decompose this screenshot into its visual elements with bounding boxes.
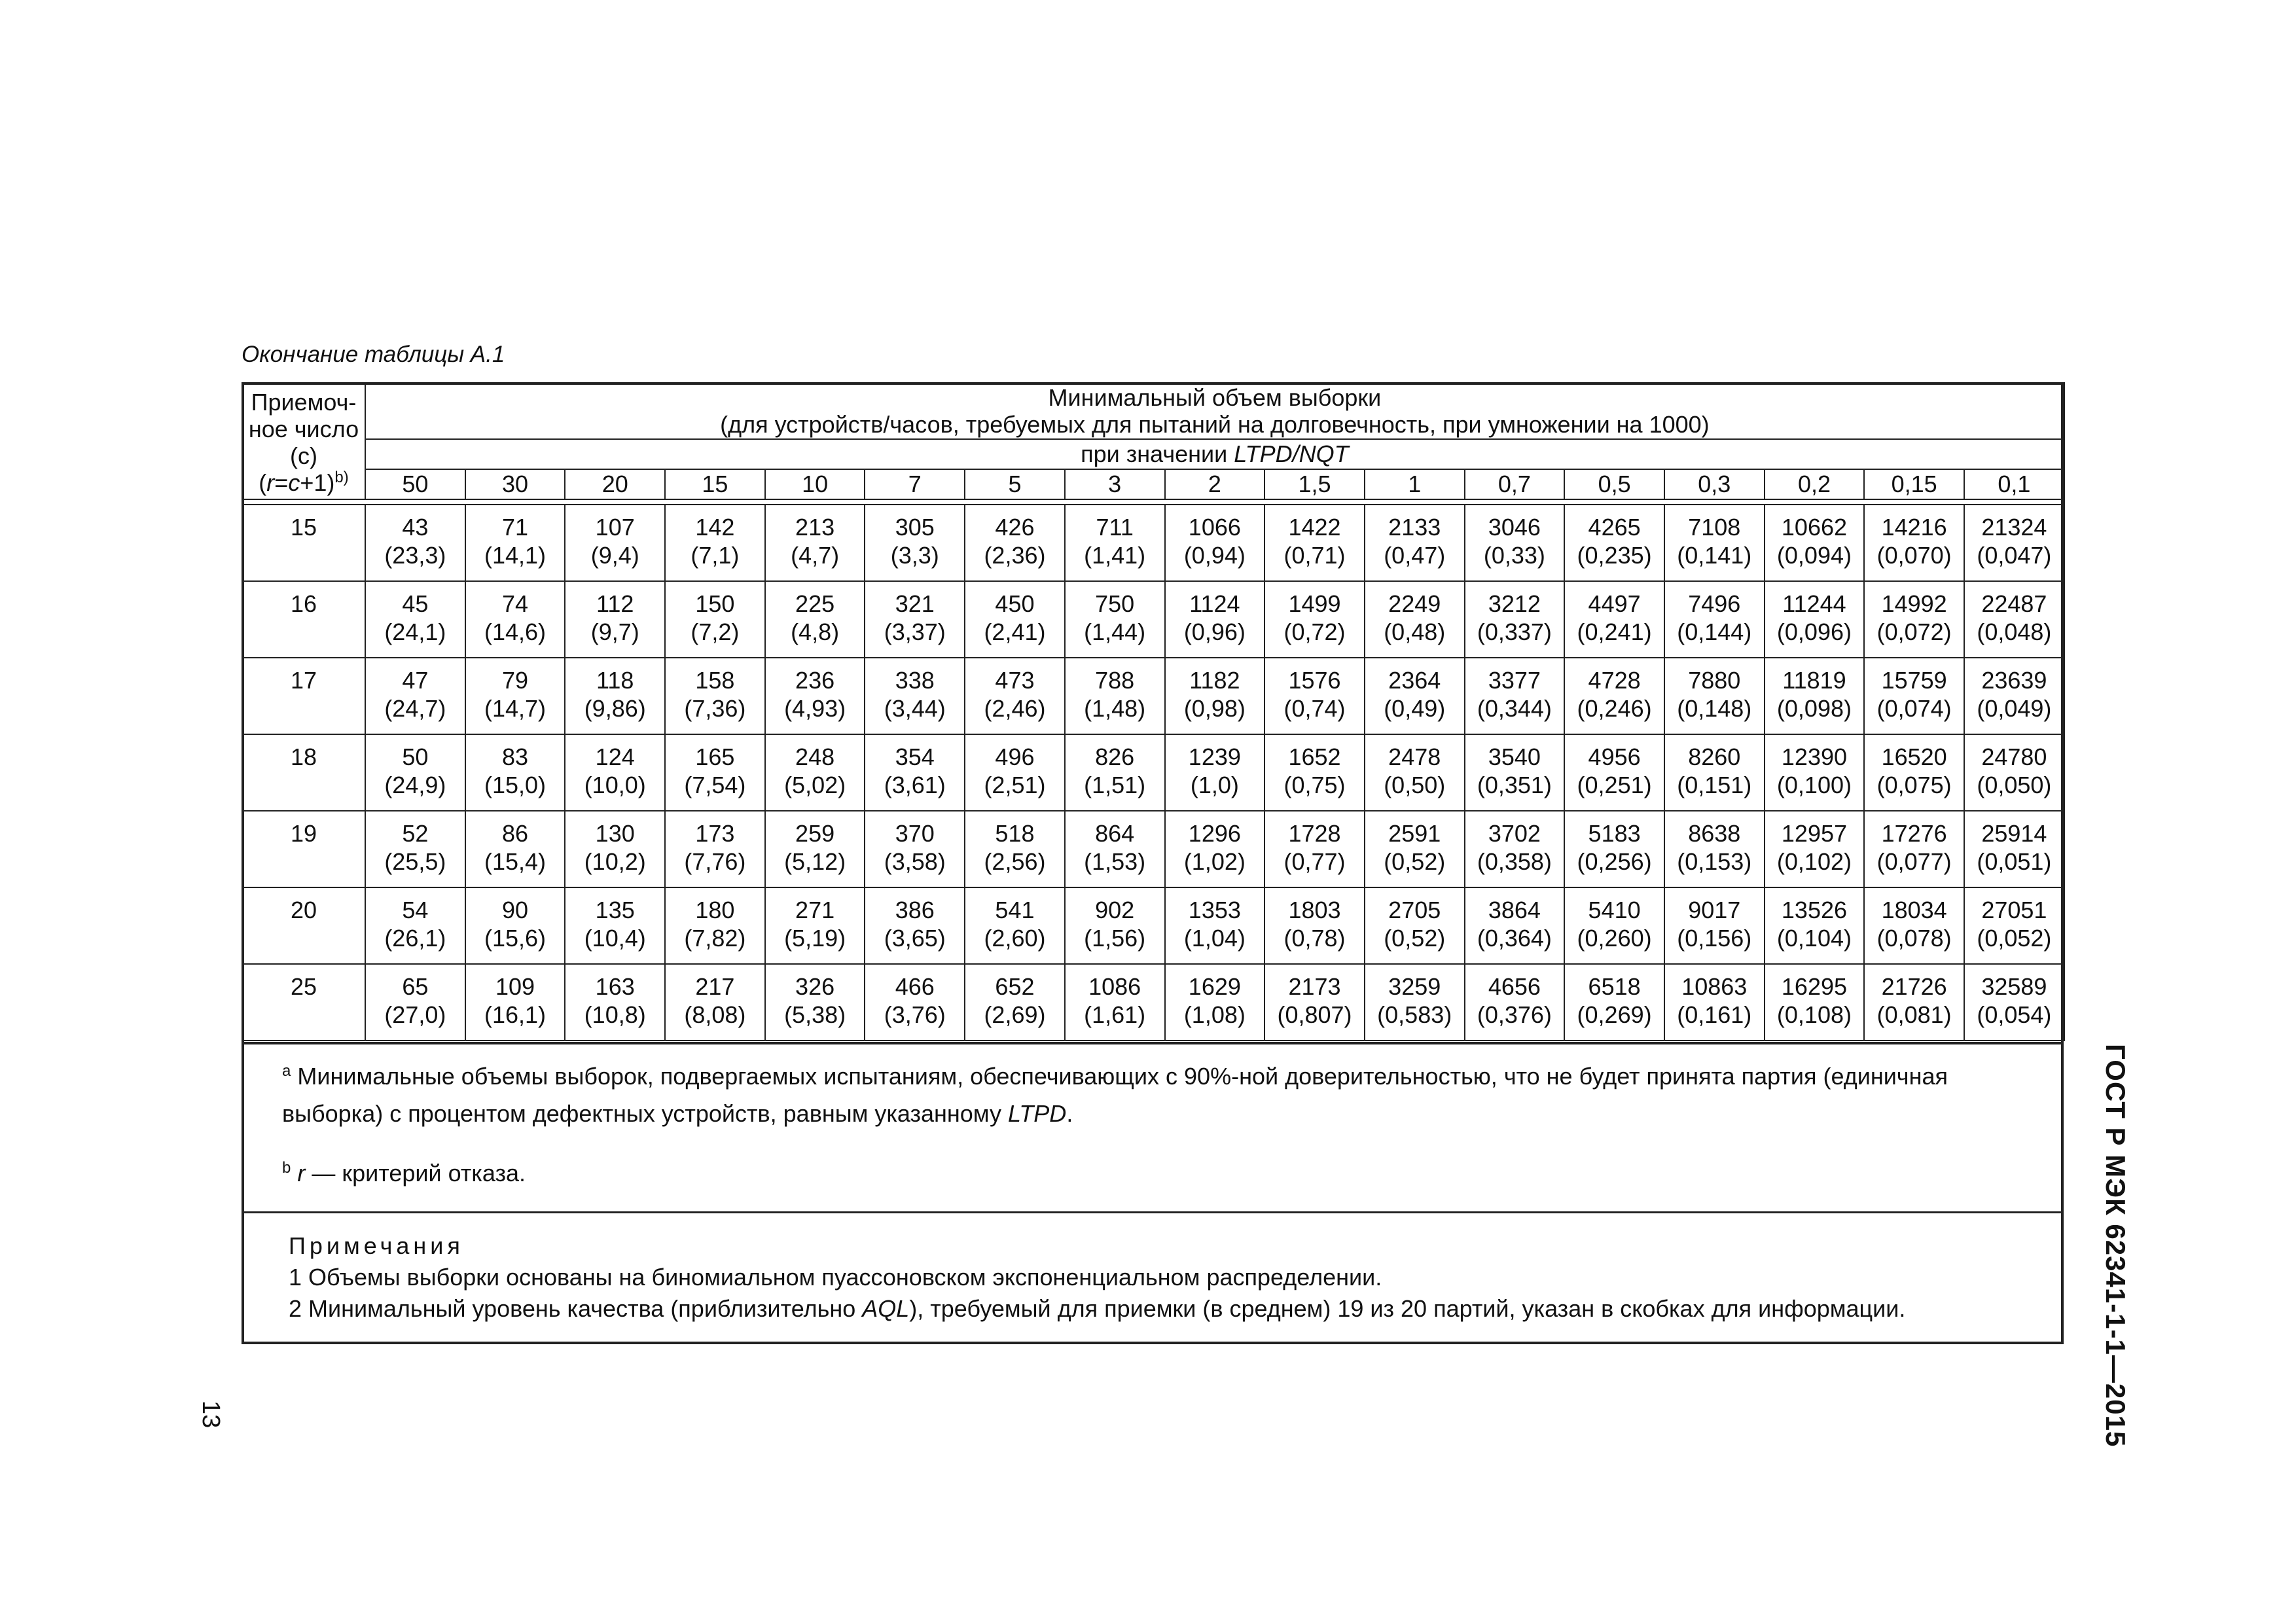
sample-size-value: 1086: [1088, 973, 1141, 1000]
sample-size-value: 18034: [1881, 897, 1947, 923]
sample-size-value: 864: [1095, 820, 1135, 847]
sample-size-value: 3046: [1488, 514, 1541, 541]
page-number: 13: [197, 1400, 224, 1429]
sample-size-value: 3259: [1388, 973, 1441, 1000]
aql-value: (10,8): [584, 1001, 646, 1028]
aql-value: (0,351): [1477, 772, 1552, 798]
sample-size-value: 326: [795, 973, 835, 1000]
aql-value: (4,7): [791, 542, 840, 569]
aql-value: (0,75): [1283, 772, 1346, 798]
aql-value: (0,251): [1577, 772, 1652, 798]
sample-size-value: 1353: [1188, 897, 1241, 923]
sample-size-value: 788: [1095, 667, 1135, 694]
sample-size-value: 3212: [1488, 590, 1541, 617]
aql-value: (0,161): [1677, 1001, 1752, 1028]
aql-value: (0,102): [1776, 848, 1852, 875]
aql-value: (7,82): [684, 925, 746, 952]
aql-value: (0,074): [1876, 695, 1952, 722]
aql-value: (0,070): [1876, 542, 1952, 569]
aql-value: (1,0): [1190, 772, 1239, 798]
aql-value: (0,047): [1977, 542, 2052, 569]
aql-value: (1,53): [1084, 848, 1146, 875]
sample-size-value: 1652: [1288, 743, 1341, 770]
aql-value: (2,56): [984, 848, 1046, 875]
aql-value: (0,78): [1283, 925, 1346, 952]
sample-size-value: 1499: [1288, 590, 1341, 617]
aql-value: (0,246): [1577, 695, 1652, 722]
aql-value: (9,86): [584, 695, 646, 722]
sample-size-value: 124: [595, 743, 635, 770]
sample-size-value: 90: [502, 897, 529, 923]
sample-size-value: 370: [895, 820, 935, 847]
sample-size-value: 236: [795, 667, 835, 694]
sample-size-value: 25914: [1981, 820, 2047, 847]
sample-size-value: 12957: [1781, 820, 1848, 847]
sample-size-value: 1296: [1188, 820, 1241, 847]
note-1: 1 Объемы выборки основаны на биномиальном пуассоновском экспоненциальном распределении.: [289, 1264, 1382, 1291]
sample-size-value: 652: [995, 973, 1035, 1000]
aql-value: (0,52): [1384, 925, 1446, 952]
sample-size-value: 7108: [1688, 514, 1741, 541]
sample-size-value: 27051: [1981, 897, 2047, 923]
aql-value: (1,44): [1084, 618, 1146, 645]
aql-value: (14,7): [484, 695, 547, 722]
sample-size-value: 496: [995, 743, 1035, 770]
sample-size-value: 142: [695, 514, 735, 541]
ltpd-value-cell: 1,5: [1265, 469, 1365, 499]
aql-value: (15,0): [484, 772, 547, 798]
sample-size-value: 2133: [1388, 514, 1441, 541]
sample-size-value: 173: [695, 820, 735, 847]
aql-value: (27,0): [384, 1001, 446, 1028]
sample-size-value: 112: [596, 590, 634, 617]
sample-size-value: 24780: [1981, 743, 2047, 770]
sample-size-value: 305: [895, 514, 935, 541]
sample-size-value: 2705: [1388, 897, 1441, 923]
sample-size-value: 109: [495, 973, 535, 1000]
aql-value: (0,364): [1477, 925, 1552, 952]
ltpd-value-cell: 0,7: [1465, 469, 1565, 499]
sample-size-value: 11819: [1782, 667, 1846, 694]
sample-size-value: 1803: [1288, 897, 1341, 923]
sample-size-value: 2364: [1388, 667, 1441, 694]
sample-size-value: 4497: [1588, 590, 1641, 617]
sample-size-value: 5183: [1588, 820, 1641, 847]
sample-size-value: 21726: [1881, 973, 1947, 1000]
sample-size-value: 3377: [1488, 667, 1541, 694]
aql-value: (3,61): [884, 772, 946, 798]
sample-size-value: 12390: [1781, 743, 1848, 770]
aql-value: (23,3): [384, 542, 446, 569]
aql-value: (4,93): [784, 695, 846, 722]
aql-value: (0,235): [1577, 542, 1652, 569]
aql-value: (0,807): [1277, 1001, 1352, 1028]
aql-value: (0,075): [1876, 772, 1952, 798]
aql-value: (0,94): [1183, 542, 1246, 569]
sample-size-value: 79: [502, 667, 529, 694]
sample-size-value: 14216: [1881, 514, 1947, 541]
aql-value: (0,049): [1977, 695, 2052, 722]
acceptance-number-value: 15: [290, 514, 317, 541]
aql-value: (7,1): [691, 542, 740, 569]
aql-value: (0,98): [1183, 695, 1246, 722]
sample-size-value: 86: [502, 820, 529, 847]
sample-size-value: 118: [596, 667, 634, 694]
aql-value: (3,58): [884, 848, 946, 875]
sample-size-value: 163: [595, 973, 635, 1000]
aql-value: (7,76): [684, 848, 746, 875]
aql-value: (14,1): [484, 542, 547, 569]
sample-size-value: 50: [402, 743, 429, 770]
aql-value: (0,260): [1577, 925, 1652, 952]
aql-value: (0,144): [1677, 618, 1752, 645]
aql-value: (0,337): [1477, 618, 1552, 645]
sample-size-value: 5410: [1588, 897, 1641, 923]
sample-size-value: 271: [795, 897, 835, 923]
aql-value: (0,49): [1384, 695, 1446, 722]
sample-size-value: 32589: [1981, 973, 2047, 1000]
aql-value: (1,48): [1084, 695, 1146, 722]
sample-size-value: 22487: [1981, 590, 2047, 617]
aql-value: (16,1): [484, 1001, 547, 1028]
aql-value: (3,3): [890, 542, 939, 569]
ltpd-value-cell: 0,1: [1964, 469, 2064, 499]
aql-value: (8,08): [684, 1001, 746, 1028]
aql-value: (0,48): [1384, 618, 1446, 645]
sample-size-value: 54: [402, 897, 429, 923]
aql-value: (1,02): [1183, 848, 1246, 875]
aql-value: (0,072): [1876, 618, 1952, 645]
aql-value: (0,104): [1776, 925, 1852, 952]
ltpd-value-cell: 2: [1165, 469, 1265, 499]
aql-value: (2,41): [984, 618, 1046, 645]
sample-size-value: 711: [1096, 514, 1134, 541]
sample-size-value: 1239: [1188, 743, 1241, 770]
aql-value: (0,33): [1483, 542, 1545, 569]
aql-value: (25,5): [384, 848, 446, 875]
notes-heading: Примечания: [289, 1232, 464, 1259]
sample-size-value: 7880: [1688, 667, 1741, 694]
aql-value: (24,9): [384, 772, 446, 798]
aql-value: (0,376): [1477, 1001, 1552, 1028]
sample-size-value: 450: [995, 590, 1035, 617]
aql-value: (0,96): [1183, 618, 1246, 645]
sample-size-value: 17276: [1881, 820, 1947, 847]
acceptance-number-value: 18: [290, 743, 317, 770]
aql-value: (0,094): [1776, 542, 1852, 569]
aql-value: (2,69): [984, 1001, 1046, 1028]
sample-size-value: 45: [402, 590, 429, 617]
ltpd-value-cell: 7: [865, 469, 965, 499]
aql-value: (1,56): [1084, 925, 1146, 952]
ltpd-value-cell: 15: [665, 469, 765, 499]
aql-value: (2,60): [984, 925, 1046, 952]
aql-value: (5,19): [784, 925, 846, 952]
sample-size-value: 83: [502, 743, 529, 770]
ltpd-value-cell: 30: [465, 469, 565, 499]
sample-size-value: 1124: [1189, 590, 1240, 617]
sample-size-value: 217: [695, 973, 735, 1000]
aql-value: (0,151): [1677, 772, 1752, 798]
ltpd-value-cell: 1: [1365, 469, 1465, 499]
ltpd-value-cell: 0,15: [1864, 469, 1964, 499]
sample-size-value: 8260: [1688, 743, 1741, 770]
ltpd-value-cell: 10: [765, 469, 865, 499]
sample-size-value: 21324: [1981, 514, 2047, 541]
aql-value: (0,108): [1776, 1001, 1852, 1028]
sample-size-value: 3702: [1488, 820, 1541, 847]
aql-value: (24,7): [384, 695, 446, 722]
sample-size-value: 15759: [1881, 667, 1947, 694]
aql-value: (1,41): [1084, 542, 1146, 569]
min-sample-title: Минимальный объем выборки: [1048, 384, 1382, 411]
sample-size-value: 213: [795, 514, 835, 541]
aql-value: (3,65): [884, 925, 946, 952]
aql-value: (0,74): [1283, 695, 1346, 722]
aql-value: (1,61): [1084, 1001, 1146, 1028]
aql-value: (0,077): [1876, 848, 1952, 875]
aql-value: (5,02): [784, 772, 846, 798]
sample-size-value: 902: [1095, 897, 1135, 923]
aql-value: (4,8): [791, 618, 840, 645]
aql-value: (0,71): [1283, 542, 1346, 569]
aql-value: (0,50): [1384, 772, 1446, 798]
sample-size-value: 6518: [1588, 973, 1641, 1000]
sample-size-value: 1182: [1189, 667, 1240, 694]
table-outer-frame: [242, 382, 2064, 1344]
standard-code: ГОСТ Р МЭК 62341-1-1—2015: [2100, 1044, 2131, 1448]
acceptance-header-line3: (c): [290, 442, 317, 469]
aql-value: (2,36): [984, 542, 1046, 569]
aql-value: (0,081): [1876, 1001, 1952, 1028]
aql-value: (26,1): [384, 925, 446, 952]
aql-value: (0,269): [1577, 1001, 1652, 1028]
acceptance-header-line2: ное число: [248, 416, 359, 442]
aql-value: (5,38): [784, 1001, 846, 1028]
aql-value: (0,100): [1776, 772, 1852, 798]
sample-size-value: 14992: [1881, 590, 1947, 617]
ltpd-value-cell: 20: [565, 469, 665, 499]
acceptance-number-value: 16: [290, 590, 317, 617]
aql-value: (1,51): [1084, 772, 1146, 798]
sample-size-value: 1576: [1288, 667, 1341, 694]
aql-value: (7,54): [684, 772, 746, 798]
aql-value: (10,4): [584, 925, 646, 952]
aql-value: (2,46): [984, 695, 1046, 722]
sample-size-value: 354: [895, 743, 935, 770]
sample-size-value: 321: [895, 590, 935, 617]
sample-size-value: 2173: [1288, 973, 1341, 1000]
sample-size-value: 3864: [1488, 897, 1541, 923]
ltpd-label-cell: при значении LTPD/NQT: [365, 439, 2064, 469]
sample-size-value: 248: [795, 743, 835, 770]
sample-size-value: 4265: [1588, 514, 1641, 541]
aql-value: (3,44): [884, 695, 946, 722]
sample-size-value: 1422: [1288, 514, 1341, 541]
sample-size-value: 1066: [1188, 514, 1241, 541]
aql-value: (24,1): [384, 618, 446, 645]
sample-size-value: 473: [995, 667, 1035, 694]
aql-value: (0,77): [1283, 848, 1346, 875]
aql-value: (0,52): [1384, 848, 1446, 875]
aql-value: (9,4): [590, 542, 639, 569]
acceptance-number-value: 19: [290, 820, 317, 847]
aql-value: (0,054): [1977, 1001, 2052, 1028]
aql-value: (10,2): [584, 848, 646, 875]
table-caption: Окончание таблицы А.1: [242, 342, 505, 367]
aql-value: (0,096): [1776, 618, 1852, 645]
sample-size-value: 826: [1095, 743, 1135, 770]
acceptance-header-line1: Приемоч-: [251, 389, 357, 416]
sample-size-value: 71: [502, 514, 529, 541]
sample-size-value: 10662: [1781, 514, 1848, 541]
aql-value: (0,241): [1577, 618, 1652, 645]
ltpd-value-cell: 5: [965, 469, 1065, 499]
sample-size-value: 259: [795, 820, 835, 847]
acceptance-header-line4: (r=c+1)$^{b)}$: [259, 469, 349, 496]
sample-size-value: 541: [995, 897, 1035, 923]
sample-size-value: 43: [402, 514, 429, 541]
acceptance-number-value: 17: [290, 667, 317, 694]
aql-value: (1,04): [1183, 925, 1246, 952]
sample-size-value: 16295: [1781, 973, 1848, 1000]
aql-value: (0,048): [1977, 618, 2052, 645]
sample-size-value: 4656: [1488, 973, 1541, 1000]
sample-size-value: 47: [402, 667, 429, 694]
sample-size-value: 466: [895, 973, 935, 1000]
sample-size-value: 2478: [1388, 743, 1441, 770]
sample-size-value: 4728: [1588, 667, 1641, 694]
note-2: 2 Минимальный уровень качества (приблизительно AQL), требуемый для приемки (в среднем) 19 из 20 партий, указан в скобках для информации.: [289, 1295, 1906, 1322]
aql-value: (0,098): [1776, 695, 1852, 722]
sample-size-value: 10863: [1681, 973, 1748, 1000]
sample-size-value: 750: [1095, 590, 1135, 617]
aql-value: (14,6): [484, 618, 547, 645]
aql-value: (9,7): [590, 618, 639, 645]
sample-size-value: 7496: [1688, 590, 1741, 617]
footnote-a: $^a$ Минимальные объемы выборок, подвергаемых испытаниям, обеспечивающих с 90%-ной доверительностью, что не будет принята партия (единичная выборка) с процентом дефектных устройств, равным указанному LTPD.: [282, 1062, 1948, 1127]
aql-value: (10,0): [584, 772, 646, 798]
ltpd-value-cell: 50: [365, 469, 465, 499]
acceptance-number-value: 25: [290, 973, 317, 1000]
aql-value: (7,2): [691, 618, 740, 645]
aql-value: (15,6): [484, 925, 547, 952]
aql-value: (0,47): [1384, 542, 1446, 569]
aql-value: (7,36): [684, 695, 746, 722]
aql-value: (0,256): [1577, 848, 1652, 875]
sample-size-value: 8638: [1688, 820, 1741, 847]
sample-size-value: 165: [695, 743, 735, 770]
sample-size-value: 13526: [1781, 897, 1848, 923]
aql-value: (0,148): [1677, 695, 1752, 722]
aql-value: (0,583): [1377, 1001, 1452, 1028]
sample-size-value: 4956: [1588, 743, 1641, 770]
aql-value: (5,12): [784, 848, 846, 875]
aql-value: (0,052): [1977, 925, 2052, 952]
sample-size-value: 338: [895, 667, 935, 694]
aql-value: (0,156): [1677, 925, 1752, 952]
footnote-b: $^b$ r — критерий отказа.: [282, 1159, 526, 1186]
sample-size-value: 11244: [1782, 590, 1846, 617]
acceptance-number-value: 20: [290, 897, 317, 923]
aql-value: (0,051): [1977, 848, 2052, 875]
sample-size-value: 386: [895, 897, 935, 923]
sample-size-value: 1629: [1188, 973, 1241, 1000]
aql-value: (1,08): [1183, 1001, 1246, 1028]
ltpd-value-cell: 0,5: [1564, 469, 1664, 499]
sample-size-value: 107: [595, 514, 635, 541]
sample-size-value: 1728: [1288, 820, 1341, 847]
aql-value: (0,153): [1677, 848, 1752, 875]
aql-value: (0,72): [1283, 618, 1346, 645]
aql-value: (3,76): [884, 1001, 946, 1028]
aql-value: (0,050): [1977, 772, 2052, 798]
sample-size-value: 518: [995, 820, 1035, 847]
aql-value: (2,51): [984, 772, 1046, 798]
sample-size-value: 3540: [1488, 743, 1541, 770]
ltpd-value-cell: 3: [1065, 469, 1165, 499]
sample-size-value: 9017: [1688, 897, 1741, 923]
aql-value: (0,344): [1477, 695, 1552, 722]
aql-value: (0,358): [1477, 848, 1552, 875]
sample-size-value: 130: [595, 820, 635, 847]
aql-value: (15,4): [484, 848, 547, 875]
sample-size-value: 23639: [1981, 667, 2047, 694]
aql-value: (0,141): [1677, 542, 1752, 569]
ltpd-value-cell: 0,2: [1765, 469, 1865, 499]
sample-size-value: 135: [595, 897, 635, 923]
sample-size-value: 225: [795, 590, 835, 617]
sample-size-value: 2591: [1388, 820, 1441, 847]
sample-size-value: 426: [995, 514, 1035, 541]
ltpd-value-cell: 0,3: [1664, 469, 1765, 499]
sample-size-value: 180: [695, 897, 735, 923]
sample-size-value: 16520: [1881, 743, 1947, 770]
sample-size-value: 52: [402, 820, 429, 847]
sample-size-value: 65: [402, 973, 429, 1000]
sample-size-value: 158: [695, 667, 735, 694]
aql-value: (0,078): [1876, 925, 1952, 952]
sample-size-value: 74: [502, 590, 529, 617]
sample-size-value: 2249: [1388, 590, 1441, 617]
aql-value: (3,37): [884, 618, 946, 645]
sample-size-value: 150: [695, 590, 735, 617]
min-sample-subtitle: (для устройств/часов, требуемых для пытаний на долговечность, при умножении на 1000): [720, 411, 1710, 438]
